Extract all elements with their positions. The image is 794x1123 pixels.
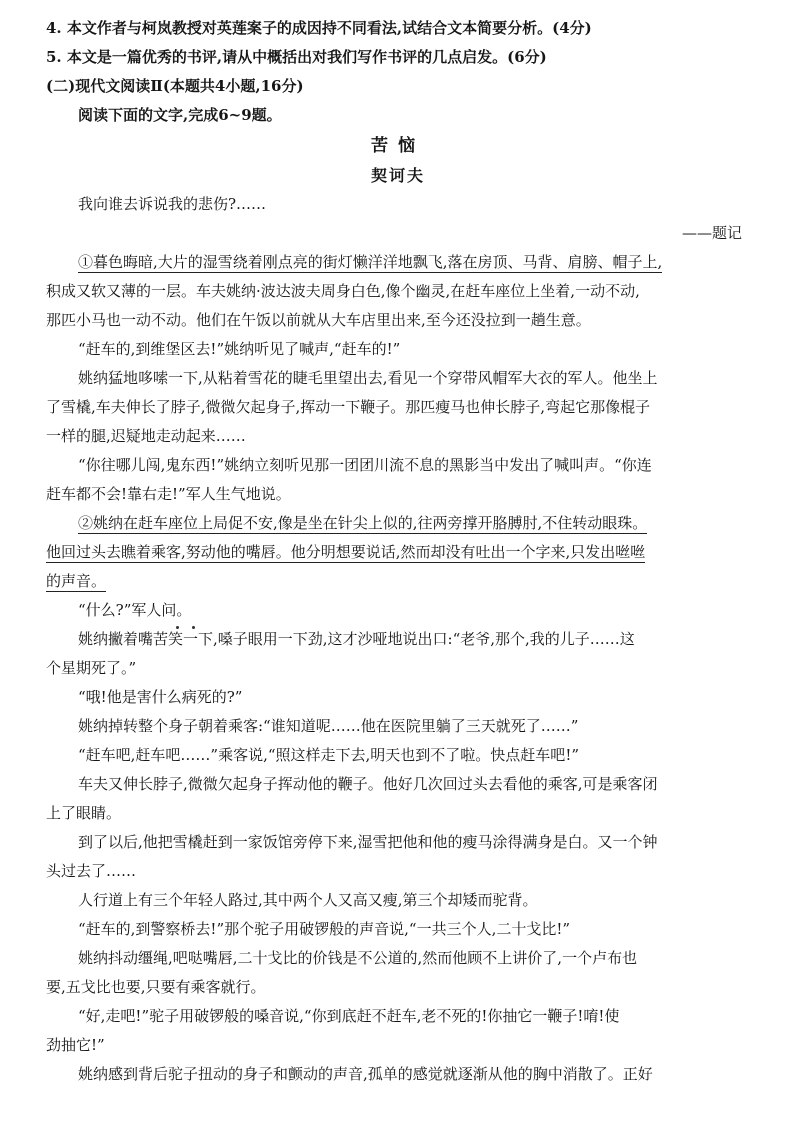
story-line: 要,五戈比也要,只要有乘客就行。: [46, 978, 266, 996]
question-4: 4. 本文作者与柯岚教授对英莲案子的成因持不同看法,试结合文本简要分析。(4分): [46, 19, 592, 37]
story-title: 苦恼: [371, 136, 425, 156]
story-author: 契诃夫: [370, 166, 425, 185]
reading-instruction: 阅读下面的文字,完成6~9题。: [78, 106, 282, 124]
story-line: 到了以后,他把雪橇赶到一家饭馆旁停下来,湿雪把他和他的瘦马涂得满身是白。又一个钟: [78, 833, 658, 851]
epigraph: 我向谁去诉说我的悲伤?……: [78, 195, 267, 213]
story-line: 头过去了……: [46, 862, 137, 880]
story-line: “你往哪儿闯,鬼东西!”姚纳立刻听见那一团团川流不息的黑影当中发出了喊叫声。“你连: [78, 456, 652, 474]
underlined-sentence-2c: 的声音。: [46, 572, 107, 590]
underlined-sentence-1: ①暮色晦暗,大片的湿雪绕着刚点亮的街灯懒洋洋地飘飞,落在房顶、马背、肩膀、帽子上,: [78, 253, 663, 271]
section-heading: (二)现代文阅读Ⅱ(本题共4小题,16分): [46, 77, 304, 95]
story-line: [46, 567, 750, 596]
story-line: 姚纳撇着嘴苦笑一下,嗓子眼用一下劲,这才沙哑地说出口:“老爷,那个,我的儿子……这: [78, 630, 635, 648]
underlined-sentence-2: ②姚纳在赶车座位上局促不安,像是坐在针尖上似的,往两旁撑开胳膊肘,不住转动眼珠。: [78, 514, 648, 532]
epigraph-source: ——题记: [681, 224, 742, 242]
story-line: 那匹小马也一动不动。他们在午饭以前就从大车店里出来,至今还没拉到一趟生意。: [46, 311, 591, 329]
story-line: 积成又软又薄的一层。车夫姚纳·波达波夫周身白色,像个幽灵,在赶车座位上坐着,一动不动,: [46, 282, 640, 300]
emphasis-dot: [192, 626, 195, 629]
story-line: “什么?”军人问。: [78, 601, 192, 619]
emphasis-dot: [176, 626, 179, 629]
story-line: “赶车的,到警察桥去!”那个驼子用破锣般的声音说,“一共三个人,二十戈比!”: [78, 920, 571, 938]
story-line: [46, 509, 750, 538]
story-line: 了雪橇,车夫伸长了脖子,微微欠起身子,挥动一下鞭子。那匹瘦马也伸长脖子,弯起它那像棍子: [46, 398, 651, 416]
story-line: 姚纳感到背后驼子扭动的身子和颤动的声音,孤单的感觉就逐渐从他的胸中消散了。正好: [78, 1065, 653, 1083]
story-line: 一样的腿,迟疑地走动起来……: [46, 427, 246, 445]
story-line: 姚纳猛地哆嗦一下,从粘着雪花的睫毛里望出去,看见一个穿带风帽军大衣的军人。他坐上: [78, 369, 658, 387]
story-line: 上了眼睛。: [46, 804, 122, 822]
story-line: “哦!他是害什么病死的?”: [78, 688, 243, 706]
story-line: 姚纳掉转整个身子朝着乘客:“谁知道呢……他在医院里躺了三天就死了……”: [78, 717, 579, 735]
story-line: [46, 538, 750, 567]
story-line: “好,走吧!”驼子用破锣般的嗓音说,“你到底赶不赶车,老不死的!你抽它一鞭子!唷!使: [78, 1007, 620, 1025]
underlined-sentence-2b: 他回过头去瞧着乘客,努动他的嘴唇。他分明想要说话,然而却没有吐出一个字来,只发出咝咝: [46, 543, 646, 561]
question-5: 5. 本文是一篇优秀的书评,请从中概括出对我们写作书评的几点启发。(6分): [46, 48, 547, 66]
story-line: 劲抽它!”: [46, 1036, 105, 1054]
story-line: 姚纳抖动缰绳,吧哒嘴唇,二十戈比的价钱是不公道的,然而他顾不上讲价了,一个卢布也: [78, 949, 638, 967]
story-line: 赶车都不会!靠右走!”军人生气地说。: [46, 485, 291, 503]
story-line: “赶车吧,赶车吧……”乘客说,“照这样走下去,明天也到不了啦。快点赶车吧!”: [78, 746, 580, 764]
story-line: 个星期死了。”: [46, 659, 137, 677]
story-line: 车夫又伸长脖子,微微欠起身子挥动他的鞭子。他好几次回过头去看他的乘客,可是乘客闭: [78, 775, 658, 793]
story-line: 人行道上有三个年轻人路过,其中两个人又高又瘦,第三个却矮而驼背。: [78, 891, 538, 909]
story-body: [46, 248, 750, 1089]
story-line: “赶车的,到维堡区去!”姚纳听见了喊声,“赶车的!”: [78, 340, 401, 358]
story-line: [46, 248, 750, 277]
